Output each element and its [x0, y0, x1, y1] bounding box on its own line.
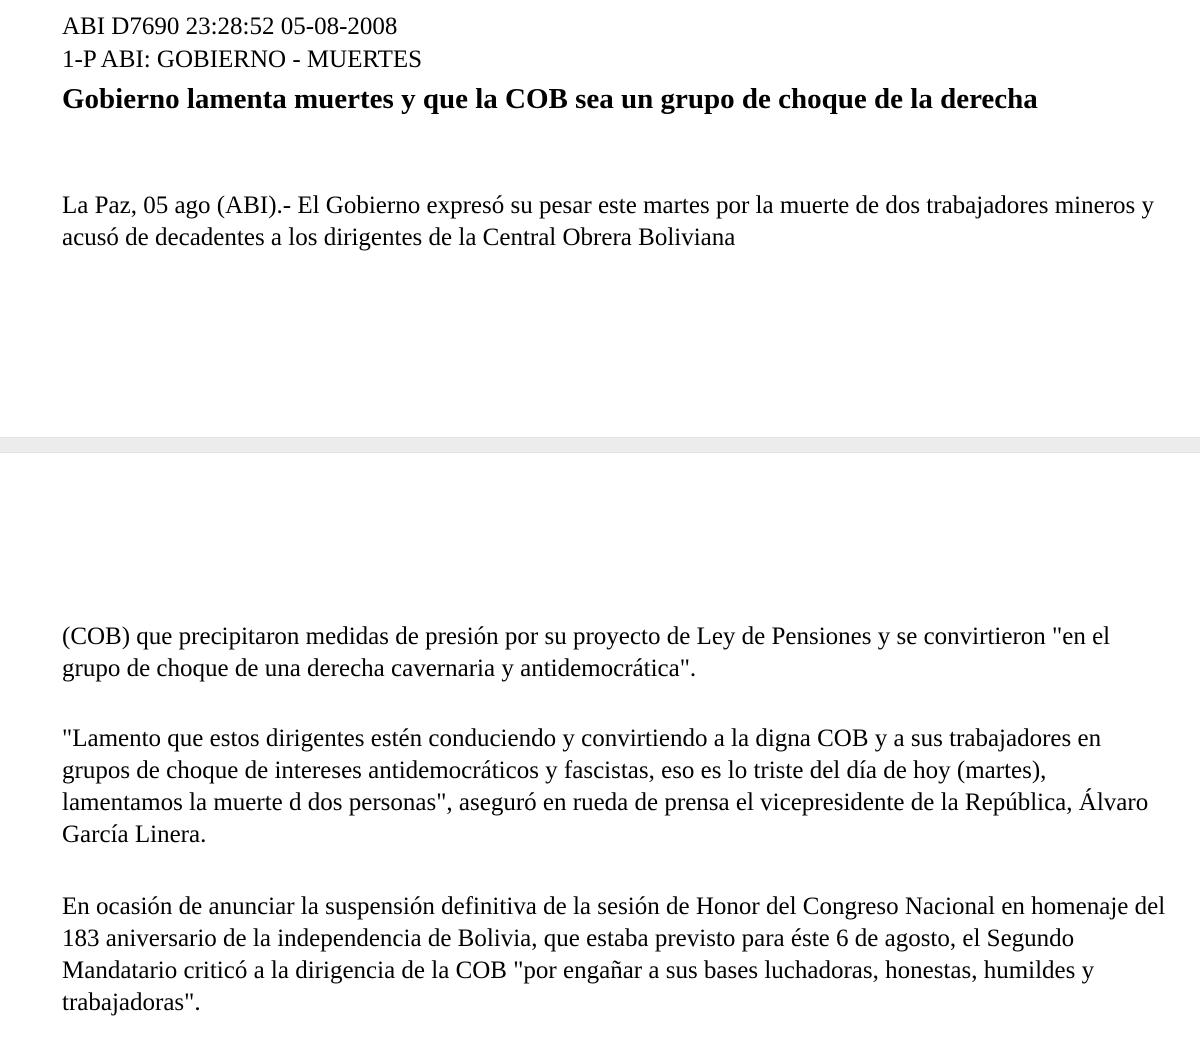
- wire-code-line: ABI D7690 23:28:52 05-08-2008: [62, 13, 398, 40]
- article-paragraph-2: (COB) que precipitaron medidas de presión por su proyecto de Ley de Pensiones y se convirtieron "en el grupo de choque de una derecha cavernaria y antidemocrática".: [62, 623, 1111, 682]
- article-paragraph-1: La Paz, 05 ago (ABI).- El Gobierno expresó su pesar este martes por la muerte de dos trabajadores mineros y acusó de decadentes a los dirigentes de la Central Obrera Boliviana: [62, 192, 1155, 251]
- page-section-top: [0, 0, 1200, 437]
- article-paragraph-4: En ocasión de anunciar la suspensión definitiva de la sesión de Honor del Congreso Nacional en homenaje del 183 aniversario de la independencia de Bolivia, que estaba previsto para éste 6 de agosto, el Segundo Mandatario criticó a la dirigencia de la COB "por engañar a sus bases luchadoras, honestas, humildes y trabajadoras".: [62, 893, 1166, 1016]
- page-break-divider: [0, 437, 1200, 453]
- page-section-bottom: [0, 453, 1200, 1043]
- article-headline: Gobierno lamenta muertes y que la COB sea un grupo de choque de la derecha: [62, 83, 1038, 115]
- article-paragraph-3: "Lamento que estos dirigentes estén conduciendo y convirtiendo a la digna COB y a sus trabajadores en grupos de choque de intereses antidemocráticos y fascistas, eso es lo triste del día de hoy (martes), lamentamos la muerte d dos personas", aseguró en rueda de prensa el vicepresidente de la República, Álvaro García Linera.: [62, 725, 1149, 848]
- wire-category-line: 1-P ABI: GOBIERNO - MUERTES: [62, 46, 423, 73]
